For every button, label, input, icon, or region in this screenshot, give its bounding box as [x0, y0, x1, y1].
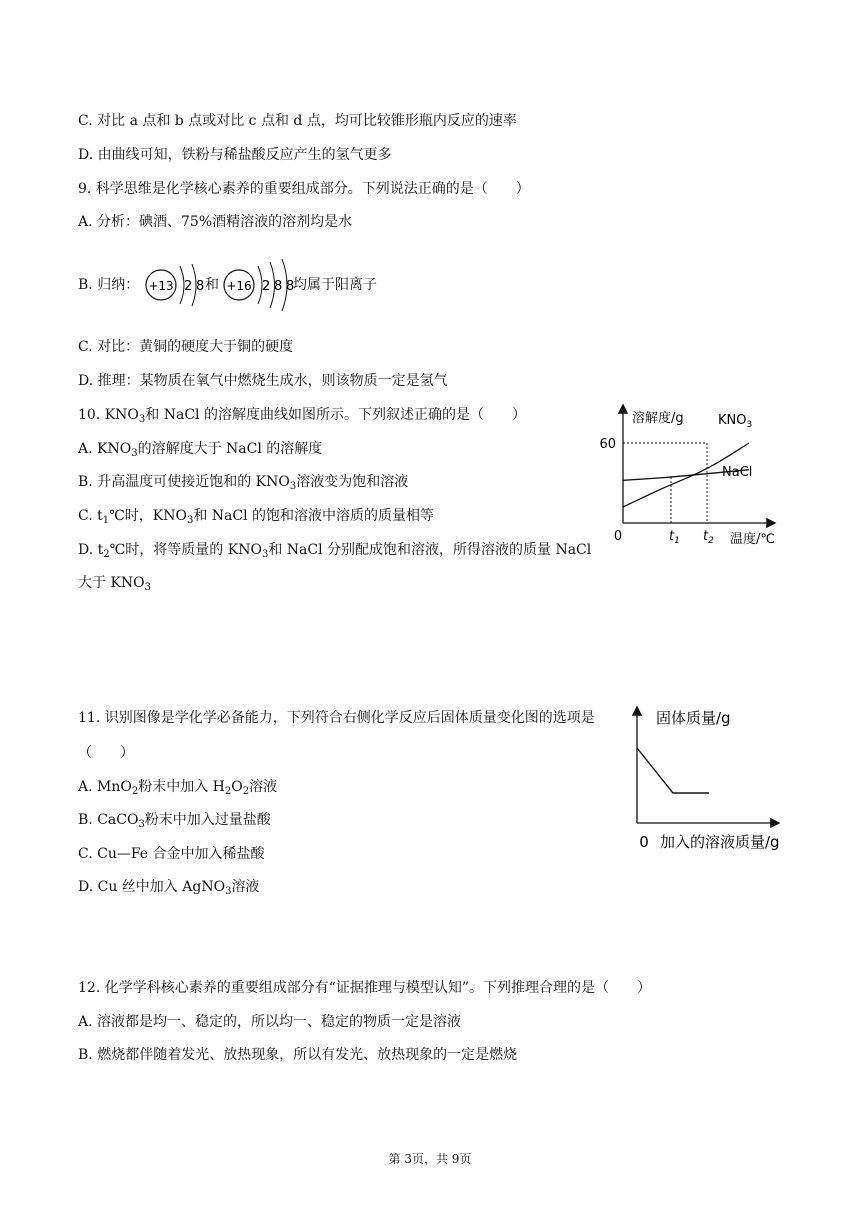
q10-option-c: C. $t_1℃$时，$KNO_3$和 NaCl 的饱和溶液中溶质的质量相等 — [78, 508, 435, 526]
atom2-shell-3: 8 — [286, 279, 295, 294]
x-tick-t2: $t_2$ — [703, 529, 714, 546]
q9-option-b-mid: 和 — [205, 277, 219, 293]
q12-option-a: A. 溶液都是均一、稳定的，所以均一、稳定的物质一定是溶液 — [78, 1014, 462, 1030]
x-axis-label: 温度/℃ — [730, 532, 775, 547]
q9-option-b-prefix: B. 归纳： — [78, 277, 140, 293]
q12-stem: 12. 化学学科核心素养的重要组成部分有“证据推理与模型认知”。下列推理合理的是（ ） — [78, 980, 652, 996]
q11-stem-line2: （ ） — [78, 745, 134, 761]
y-axis-label: 溶解度/g — [632, 411, 684, 426]
solid-mass-chart — [626, 700, 796, 860]
q11-option-d: D. Cu 丝中加入 AgNO$_3$溶液 — [78, 879, 260, 897]
origin-label: 0 — [613, 529, 623, 544]
q10-option-d: D. $t_2℃$时，将等质量的 $KNO_3$和 NaCl 分别配成饱和溶液，所得溶液的质量 NaCl — [78, 542, 592, 560]
atom2-nucleus-label: +16 — [226, 279, 252, 293]
q11-option-b: B. CaCO$_3$粉末中加入过量盐酸 — [78, 812, 271, 830]
atom2-shell-1: 2 — [262, 279, 271, 294]
q9-option-c: C. 对比：黄铜的硬度大于铜的硬度 — [78, 339, 294, 355]
kno3-legend: $KNO_3$ — [718, 413, 753, 430]
q10-option-a: A. $KNO_3$的溶解度大于 NaCl 的溶解度 — [78, 441, 323, 459]
q11-option-c: C. Cu—Fe 合金中加入稀盐酸 — [78, 846, 265, 862]
page-footer: 第 3页，共 9页 — [388, 1152, 472, 1166]
x-axis-label: 加入的溶液质量/g — [660, 833, 780, 851]
solubility-chart — [596, 400, 792, 552]
q12-option-b: B. 燃烧都伴随着发光、放热现象，所以有发光、放热现象的一定是燃烧 — [78, 1047, 518, 1063]
q10-option-d-line2: 大于 $KNO_3$ — [78, 575, 152, 593]
nacl-legend: NaCl — [722, 465, 753, 480]
atom2-shell-2: 8 — [274, 279, 283, 294]
atom1-shell-2: 8 — [196, 279, 205, 294]
q10-stem: 10. $KNO_3$和 NaCl 的溶解度曲线如图所示。下列叙述正确的是（ ） — [78, 407, 526, 425]
q9-option-b-suffix: 均属于阳离子 — [293, 277, 377, 293]
q8-option-c: C. 对比 a 点和 b 点或对比 c 点和 d 点，均可比较锥形瓶内反应的速率 — [78, 113, 517, 129]
x-tick-t1: $t_1$ — [669, 529, 680, 546]
q11-option-a: A. MnO$_2$粉末中加入 $H_2O_2$溶液 — [78, 779, 278, 797]
atom1-nucleus-label: +13 — [148, 279, 174, 293]
origin-label: 0 — [639, 833, 649, 851]
q9-option-a: A. 分析：碘酒、75%酒精溶液的溶剂均是水 — [78, 214, 353, 230]
y-tick-60: 60 — [599, 437, 616, 452]
q8-option-d: D. 由曲线可知，铁粉与稀盐酸反应产生的氢气更多 — [78, 147, 392, 163]
q10-option-b: B. 升高温度可使接近饱和的 $KNO_3$溶液变为饱和溶液 — [78, 474, 409, 492]
solid-mass-curve — [637, 748, 709, 793]
q9-option-d: D. 推理：某物质在氧气中燃烧生成水，则该物质一定是氢气 — [78, 373, 448, 389]
q11-stem: 11. 识别图像是学化学必备能力，下列符合右侧化学反应后固体质量变化图的选项是 — [78, 710, 595, 726]
y-axis-label: 固体质量/g — [656, 709, 731, 727]
atom1-shell-1: 2 — [184, 279, 193, 294]
q9-stem: 9. 科学思维是化学核心素养的重要组成部分。下列说法正确的是（ ） — [78, 181, 530, 197]
